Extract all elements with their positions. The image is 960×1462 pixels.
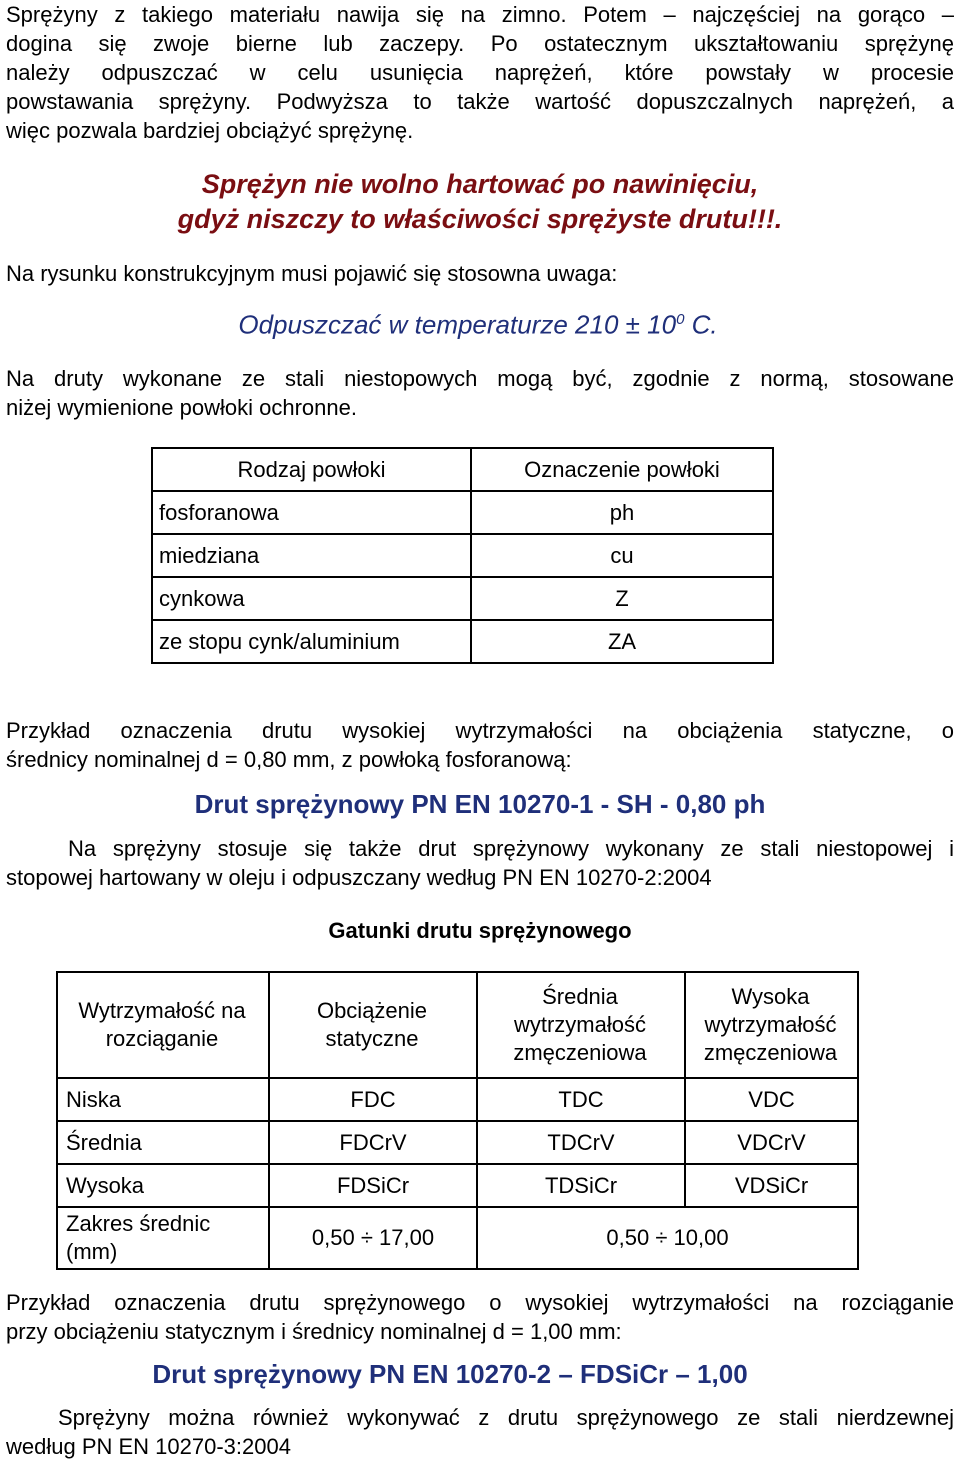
table-row [152, 491, 773, 534]
grades-title: Gatunki drutu sprężynowego [328, 918, 632, 943]
oil-hardened-paragraph [6, 834, 954, 892]
text-line: Przykład oznaczenia drutu wysokiej wytrzymałości na obciążenia statyczne, o [6, 718, 954, 743]
stainless-paragraph [6, 1403, 954, 1461]
table-cell: ph [471, 491, 773, 534]
table-cell: ze stopu cynk/aluminium [152, 620, 471, 663]
note-text-after: C. [684, 309, 718, 340]
table-cell: VDSiCr [685, 1164, 858, 1207]
table-row [152, 620, 773, 663]
intro-paragraph [6, 0, 954, 145]
header-cell: Obciążenie statyczne [269, 972, 477, 1078]
text-line: średnicy nominalnej d = 0,80 mm, z powłoką fosforanową: [6, 747, 572, 772]
table-row [57, 1121, 858, 1164]
table-cell: 0,50 ÷ 17,00 [269, 1207, 477, 1269]
text-line: Przykład oznaczenia drutu sprężynowego o wysokiej wytrzymałości na rozciąganie [6, 1290, 954, 1315]
example-2-paragraph [6, 1288, 954, 1346]
text-line: według PN EN 10270-3:2004 [6, 1434, 291, 1459]
table-cell: FDCrV [269, 1121, 477, 1164]
text-line: Na sprężyny stosuje się także drut sprężynowy wykonany ze stali niestopowej i [68, 836, 954, 861]
table-cell: FDC [269, 1078, 477, 1121]
coating-table [151, 447, 774, 664]
text-line: przy obciążeniu statycznym i średnicy nominalnej d = 1,00 mm: [6, 1319, 622, 1344]
header-cell: Wytrzymałość na rozciąganie [57, 972, 269, 1078]
table-row [57, 1164, 858, 1207]
note-text: Odpuszczać w temperaturze 210 ± 10 [238, 309, 677, 340]
text-line: Sprężyny z takiego materiału nawija się na zimno. Potem – najczęściej na gorąco – [6, 2, 954, 27]
header-cell: Wysoka wytrzymałość zmęczeniowa [685, 972, 858, 1078]
table-cell: Z [471, 577, 773, 620]
text-line: dogina się zwoje bierne lub zaczepy. Po ostatecznym ukształtowaniu sprężynę [6, 31, 954, 56]
text-line: należy odpuszczać w celu usunięcia naprężeń, które powstały w procesie [6, 60, 954, 85]
table-cell: 0,50 ÷ 10,00 [477, 1207, 858, 1269]
table-cell: cu [471, 534, 773, 577]
table-cell: Zakres średnic (mm) [57, 1207, 269, 1269]
table-cell: TDSiCr [477, 1164, 685, 1207]
text-line: Na druty wykonane ze stali niestopowych mogą być, zgodnie z normą, stosowane [6, 366, 954, 391]
designation-example-2: Drut sprężynowy PN EN 10270-2 – FDSiCr – 1,00 [152, 1359, 748, 1389]
table-cell: Niska [57, 1078, 269, 1121]
table-header-row [57, 972, 858, 1078]
table-cell: ZA [471, 620, 773, 663]
note-superscript: 0 [676, 311, 685, 328]
header-cell: Rodzaj powłoki [152, 448, 471, 491]
header-cell: Oznaczenie powłoki [471, 448, 773, 491]
table-cell: TDCrV [477, 1121, 685, 1164]
note-intro: Na rysunku konstrukcyjnym musi pojawić się stosowna uwaga: [6, 261, 618, 286]
text-line: Sprężyny można również wykonywać z drutu sprężynowego ze stali nierdzewnej [58, 1405, 954, 1430]
table-row [152, 534, 773, 577]
table-cell: VDC [685, 1078, 858, 1121]
table-cell: VDCrV [685, 1121, 858, 1164]
table-cell: TDC [477, 1078, 685, 1121]
text-line: niżej wymienione powłoki ochronne. [6, 395, 357, 420]
table-row [57, 1207, 858, 1269]
designation-example-1: Drut sprężynowy PN EN 10270-1 - SH - 0,80 ph [194, 789, 766, 819]
text-line: więc pozwala bardziej obciążyć sprężynę. [6, 118, 414, 143]
table-cell: Średnia [57, 1121, 269, 1164]
table-row [152, 577, 773, 620]
table-cell: fosforanowa [152, 491, 471, 534]
table-header-row [152, 448, 773, 491]
text-line: powstawania sprężyny. Podwyższa to także wartość dopuszczalnych naprężeń, a [6, 89, 954, 114]
table-cell: FDSiCr [269, 1164, 477, 1207]
warning-line-2: gdyż niszczy to właściwości sprężyste drutu!!!. [177, 204, 783, 234]
table-row [57, 1078, 858, 1121]
header-cell: Średnia wytrzymałość zmęczeniowa [477, 972, 685, 1078]
example-1-paragraph [6, 716, 954, 774]
table-cell: Wysoka [57, 1164, 269, 1207]
warning-line-1: Sprężyn nie wolno hartować po nawinięciu, [201, 169, 759, 199]
text-line: stopowej hartowany w oleju i odpuszczany według PN EN 10270-2:2004 [6, 865, 712, 890]
grades-table [56, 971, 859, 1270]
table-cell: cynkowa [152, 577, 471, 620]
note-temperature [0, 304, 958, 341]
coatings-paragraph [6, 364, 954, 422]
table-cell: miedziana [152, 534, 471, 577]
